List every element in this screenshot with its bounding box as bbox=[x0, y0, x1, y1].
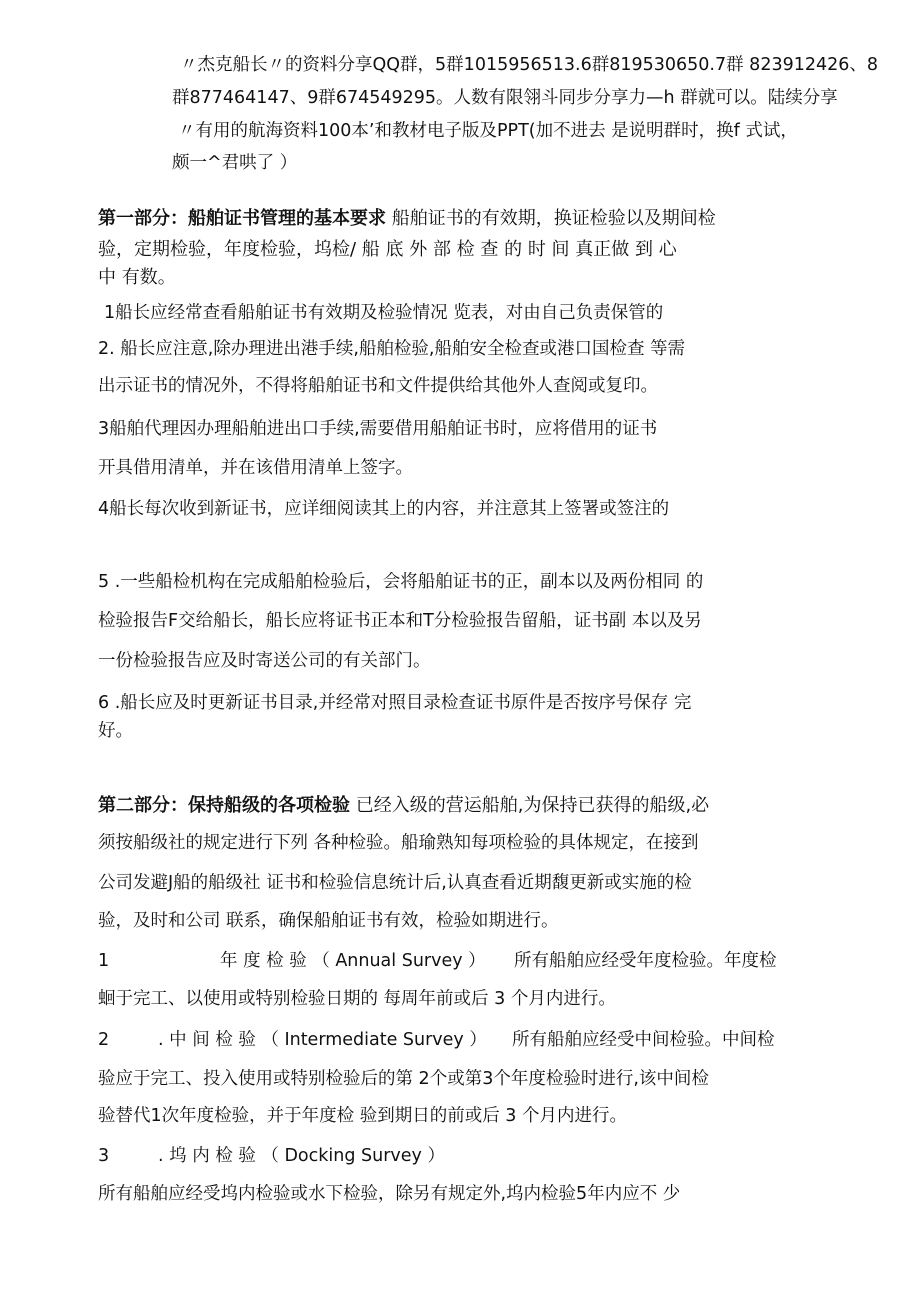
intro-line: 〃有用的航海资料100本’和教材电子版及PPT(加不进去 是说明群时，换f 式试， bbox=[178, 121, 798, 141]
intermediate-survey-text: 验替代1次年度检验，并于年度检 验到期日的前或后 3 个月内进行。 bbox=[98, 1106, 627, 1126]
part1-item: 6 .船长应及时更新证书目录,并经常对照目录检查证书原件是否按序号保存 完 bbox=[98, 693, 692, 713]
part1-heading-line bbox=[98, 205, 716, 233]
part1-item: 出示证书的情况外，不得将船舶证书和文件提供给其他外人查阅或复印。 bbox=[98, 376, 658, 396]
survey-number: 2 bbox=[98, 1030, 110, 1050]
part2-heading-line bbox=[98, 792, 709, 820]
docking-survey-title: . 坞 内 检 验 （ Docking Survey ） bbox=[158, 1146, 445, 1166]
intro-line: 群877464147、9群674549295。人数有限翎斗同步分享力—h 群就可以。陆续分享 bbox=[172, 88, 838, 108]
part1-item: 4船长每次收到新证书，应详细阅读其上的内容，并注意其上签署或签注的 bbox=[98, 499, 670, 519]
part1-intro-text: 船舶证书的有效期，换证检验以及期间检 bbox=[386, 208, 716, 229]
part1-item: 开具借用清单，并在该借用清单上签字。 bbox=[98, 458, 413, 478]
docking-survey-text: 所有船舶应经受坞内检验或水下检验，除另有规定外,坞内检验5年内应不 少 bbox=[98, 1184, 681, 1204]
part2-intro-line: 验，及时和公司 联系，确保船舶证书有效，检验如期进行。 bbox=[98, 911, 559, 931]
intro-line: 颇一^君哄了 ） bbox=[172, 153, 298, 173]
annual-survey-text: 所有船舶应经受年度检验。年度检 bbox=[514, 951, 777, 971]
survey-number: 3 bbox=[98, 1146, 110, 1166]
survey-number: 1 bbox=[98, 951, 110, 971]
part2-intro-line: 须按船级社的规定进行下列 各种检验。船瑜熟知每项检验的具体规定，在接到 bbox=[98, 833, 699, 853]
intermediate-survey-text: 所有船舶应经受中间检验。中间检 bbox=[512, 1030, 775, 1050]
annual-survey-title: 年 度 检 验 （ Annual Survey ） bbox=[220, 951, 486, 971]
intermediate-survey-title: . 中 间 检 验 （ Intermediate Survey ） bbox=[158, 1030, 487, 1050]
part1-intro-line: 中 有数。 bbox=[98, 267, 176, 288]
intro-line: 〃杰克船长〃的资料分享QQ群，5群1015956513.6群819530650.7群 823912426、8 bbox=[180, 55, 879, 75]
part1-item: 一份检验报告应及时寄送公司的有关部门。 bbox=[98, 651, 431, 671]
annual-survey-text: 蛔于完工、以使用或特别检验日期的 每周年前或后 3 个月内进行。 bbox=[98, 989, 616, 1009]
part1-item: 3船舶代理因办理船舶进出口手续,需要借用船舶证书时，应将借用的证书 bbox=[98, 419, 658, 439]
part1-item: 1船长应经常查看船舶证书有效期及检验情况 览表，对由自己负责保管的 bbox=[104, 303, 664, 323]
part1-item: 2. 船长应注意,除办理进出港手续,船舶检验,船舶安全检查或港口国检查 等需 bbox=[98, 339, 686, 359]
intermediate-survey-text: 验应于完工、投入使用或特别检验后的第 2个或第3个年度检验时进行,该中间检 bbox=[98, 1069, 709, 1089]
part1-item: 5 .一些船检机构在完成船舶检验后，会将船舶证书的正，副本以及两份相同 的 bbox=[98, 572, 704, 592]
part2-intro-line: 公司发避J船的船级社 证书和检验信息统计后,认真查看近期馥更新或实施的检 bbox=[98, 873, 692, 893]
part1-title: 第一部分：船舶证书管理的基本要求 bbox=[98, 208, 386, 229]
part1-item: 好。 bbox=[98, 721, 133, 741]
part1-intro-line: 验，定期检验，年度检验，坞检/ 船 底 外 部 检 查 的 时 间 真正做 到 心 bbox=[98, 239, 677, 260]
part2-title: 第二部分：保持船级的各项检验 bbox=[98, 795, 350, 816]
part2-intro-text: 已经入级的营运船舶,为保持已获得的船级,必 bbox=[350, 795, 710, 816]
part1-item: 检验报告F交给船长，船长应将证书正本和T分检验报告留船，证书副 本以及另 bbox=[98, 611, 702, 631]
